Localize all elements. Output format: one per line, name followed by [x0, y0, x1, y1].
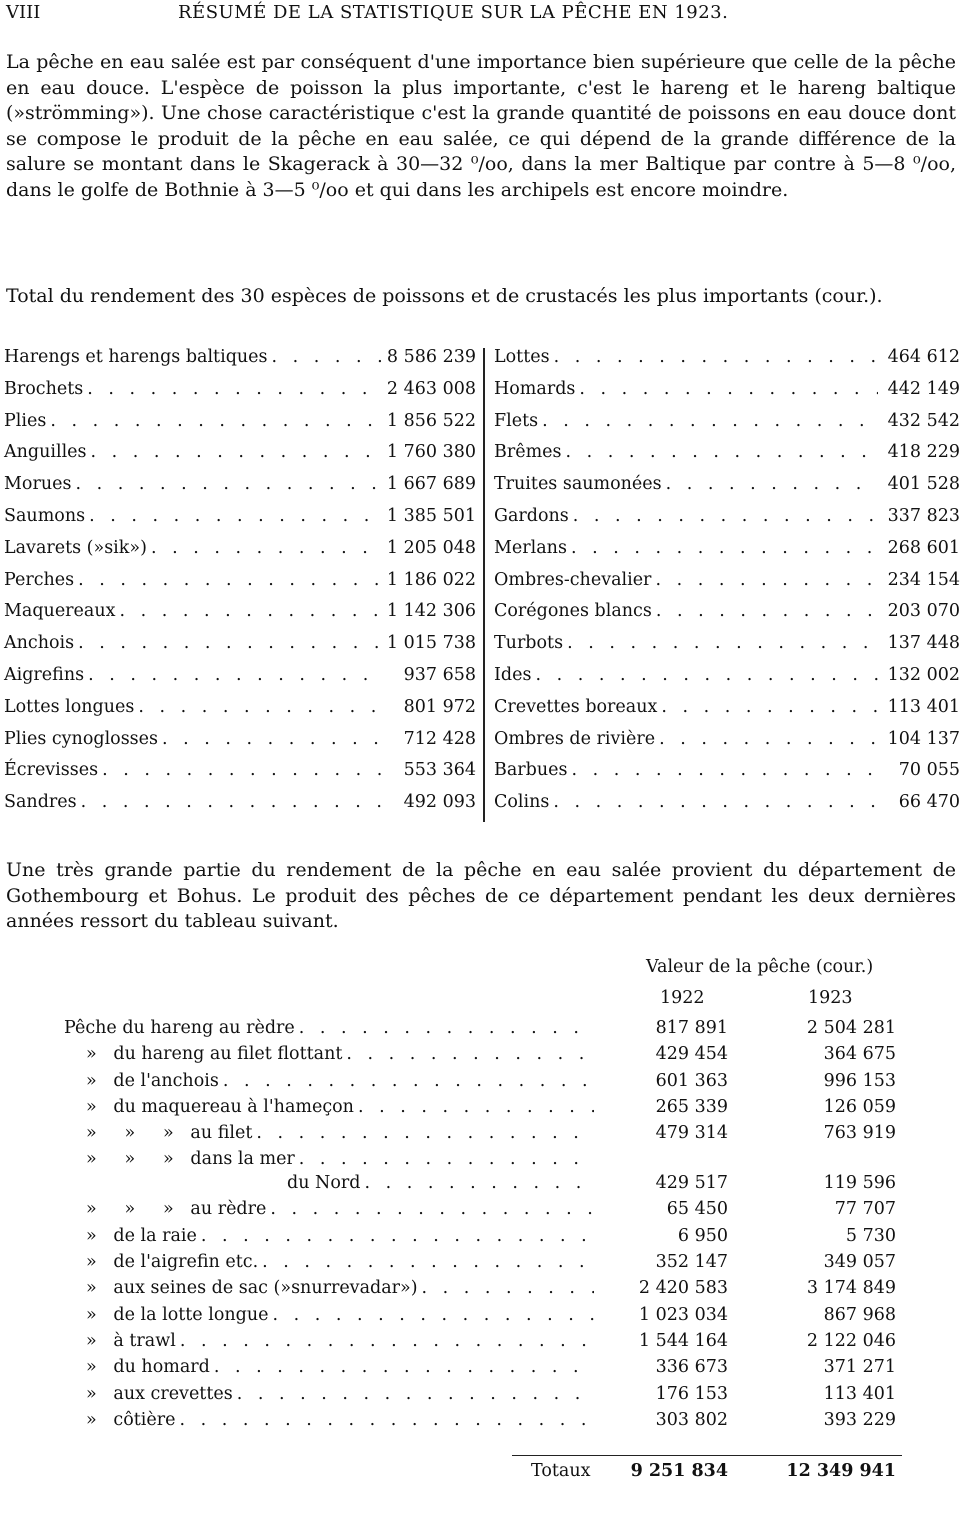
leader-dots: [550, 347, 878, 367]
species-row: [494, 792, 960, 824]
species-value: 464 612: [887, 347, 960, 367]
leader-dots: [85, 506, 384, 526]
value-1922: 352 147: [655, 1252, 728, 1273]
leader-dots: [295, 1149, 594, 1169]
value-1922: 265 339: [655, 1096, 728, 1117]
value-heading: Valeur de la pêche (cour.): [646, 957, 874, 977]
value-1923: 393 229: [823, 1409, 896, 1430]
fishery-label: [86, 1384, 594, 1404]
species-name: Perches: [4, 569, 75, 590]
fishery-label: [86, 1357, 594, 1377]
totals-label: Totaux: [531, 1461, 591, 1481]
species-value: 104 137: [887, 728, 960, 749]
species-name: Brochets: [4, 378, 84, 399]
fishery-row: [0, 1357, 960, 1383]
total-1923: 12 349 941: [786, 1461, 896, 1481]
value-1922: 429 454: [655, 1044, 728, 1065]
leader-dots: [77, 792, 384, 812]
species-name: Lavarets (»sik»): [4, 537, 147, 558]
leader-dots: [563, 633, 878, 653]
leader-dots: [84, 665, 384, 685]
leader-dots: [147, 538, 384, 558]
gothenburg-paragraph: Une très grande partie du rendement de la pêche en eau salée provient du département de Gothembourg et Bohus. Le produit des pêches de ce département pendant les deux dernières années ressort du tableau suivant.: [6, 859, 956, 933]
species-name: Maquereaux: [4, 601, 116, 622]
species-name: Brêmes: [494, 442, 562, 463]
species-row: [4, 792, 476, 824]
fishery-label-text: Pêche du hareng au rèdre: [64, 1018, 295, 1038]
fishery-row: [0, 1044, 960, 1070]
species-value: 1 856 522: [386, 410, 476, 431]
species-value: 203 070: [887, 601, 960, 622]
fishery-label: [86, 1331, 594, 1351]
fishery-label-text: » de l'anchois: [86, 1070, 219, 1091]
value-1923: 77 707: [834, 1199, 896, 1220]
leader-dots: [134, 697, 384, 717]
value-1923: 119 596: [823, 1173, 896, 1194]
species-row: [4, 760, 476, 792]
species-value: 1 385 501: [386, 505, 476, 526]
species-row: [494, 601, 960, 633]
species-name: Lottes longues: [4, 696, 135, 717]
fishery-label-text: » du maquereau à l'hameçon: [86, 1096, 354, 1117]
fishery-row: [0, 1226, 960, 1252]
species-row: [4, 474, 476, 506]
page-header: [0, 0, 960, 30]
value-1922: 817 891: [655, 1018, 728, 1038]
fishery-label: [86, 1226, 594, 1246]
leader-dots: [575, 379, 878, 399]
leader-dots: [175, 1410, 594, 1430]
fishery-label-text: » du hareng au filet flottant: [86, 1044, 343, 1065]
species-row: [494, 633, 960, 665]
leader-dots: [252, 1123, 594, 1143]
species-value: 70 055: [898, 760, 960, 781]
value-1923: 867 968: [823, 1304, 896, 1325]
species-name: Sandres: [4, 792, 77, 813]
species-value: 132 002: [887, 664, 960, 685]
value-1923: 126 059: [823, 1096, 896, 1117]
species-value: 137 448: [887, 633, 960, 654]
leader-dots: [83, 379, 384, 399]
value-1922: 601 363: [655, 1070, 728, 1091]
leader-dots: [651, 570, 878, 590]
leader-dots: [74, 570, 384, 590]
fishery-label-text: » » » au rèdre: [86, 1199, 267, 1220]
species-name: Plies cynoglosses: [4, 728, 158, 749]
fishery-row: [0, 1123, 960, 1149]
species-name: Gardons: [494, 505, 569, 526]
page-number: VIII: [6, 2, 41, 23]
species-value: 937 658: [403, 664, 476, 685]
species-row: [494, 474, 960, 506]
species-name: Ombres-chevalier: [494, 569, 652, 590]
species-row: [4, 633, 476, 665]
species-name: Aigrefins: [4, 664, 85, 685]
species-name: Ombres de rivière: [494, 728, 656, 749]
value-1922: 479 314: [655, 1123, 728, 1144]
fishery-rows: [0, 1018, 960, 1436]
leader-dots: [662, 474, 878, 494]
value-1922: 336 673: [655, 1357, 728, 1378]
species-value: 401 528: [887, 474, 960, 495]
value-1922: 429 517: [655, 1173, 728, 1194]
species-row: [4, 729, 476, 761]
fishery-row: [0, 1384, 960, 1410]
species-name: Harengs et harengs baltiques: [4, 347, 268, 367]
fishery-row: [0, 1252, 960, 1278]
value-1922: 2 420 583: [638, 1278, 728, 1299]
fishery-label: [86, 1305, 594, 1325]
species-value: 8 586 239: [386, 347, 476, 367]
fishery-label-text: du Nord: [287, 1173, 361, 1194]
species-name: Homards: [494, 378, 576, 399]
species-name: Barbues: [494, 760, 568, 781]
leader-dots: [652, 601, 878, 621]
fishery-label-text: » de la lotte longue: [86, 1304, 269, 1325]
species-row: [494, 729, 960, 761]
species-name: Écrevisses: [4, 760, 99, 781]
fishery-label-text: » côtière: [86, 1409, 176, 1430]
leader-dots: [210, 1357, 594, 1377]
species-row: [4, 697, 476, 729]
species-name: Anchois: [4, 633, 75, 654]
leader-dots: [233, 1384, 594, 1404]
leader-dots: [219, 1071, 594, 1091]
species-row: [494, 442, 960, 474]
fishery-label-text: » de la raie: [86, 1225, 197, 1246]
species-name: Corégones blancs: [494, 601, 652, 622]
leader-dots: [354, 1097, 594, 1117]
species-value: 234 154: [887, 569, 960, 590]
leader-dots: [418, 1278, 594, 1298]
species-value: 492 093: [403, 792, 476, 813]
species-row: [4, 411, 476, 443]
fishery-label-text: » à trawl: [86, 1330, 176, 1351]
species-column-left: [4, 347, 476, 824]
fishery-row: [0, 1199, 960, 1225]
value-1923: 2 122 046: [806, 1330, 896, 1351]
leader-dots: [71, 474, 384, 494]
leader-dots: [567, 538, 878, 558]
value-1922: 303 802: [655, 1409, 728, 1430]
species-value: 442 149: [887, 378, 960, 399]
fishery-label: [86, 1044, 594, 1064]
leader-dots: [266, 1199, 594, 1219]
leader-dots: [549, 792, 878, 812]
species-value: 113 401: [887, 696, 960, 717]
fishery-label: [86, 1097, 594, 1117]
species-row: [4, 601, 476, 633]
species-value: 337 823: [887, 505, 960, 526]
value-1922: 1 023 034: [638, 1304, 728, 1325]
leader-dots: [342, 1044, 594, 1064]
year-1923-heading: 1923: [808, 988, 853, 1008]
fishery-label-text: » du homard: [86, 1357, 210, 1378]
leader-dots: [531, 665, 878, 685]
species-row: [4, 347, 476, 379]
species-value: 712 428: [403, 728, 476, 749]
value-1923: 5 730: [845, 1225, 896, 1246]
leader-dots: [655, 729, 878, 749]
fishery-label-text: » de l'aigrefin etc.: [86, 1252, 259, 1273]
species-name: Lottes: [494, 347, 550, 367]
species-name: Morues: [4, 474, 72, 495]
leader-dots: [158, 729, 384, 749]
value-1923: 364 675: [823, 1044, 896, 1065]
fishery-row: [0, 1305, 960, 1331]
leader-dots: [657, 697, 878, 717]
fishery-label-text: » aux seines de sac (»snurrevadar»): [86, 1278, 418, 1299]
fishery-label-text: » » » au filet: [86, 1123, 253, 1144]
species-name: Colins: [494, 792, 550, 813]
fishery-label: [86, 1278, 594, 1298]
species-name: Crevettes boreaux: [494, 696, 658, 717]
value-1923: 371 271: [823, 1357, 896, 1378]
value-1923: 349 057: [823, 1252, 896, 1273]
leader-dots: [74, 633, 384, 653]
fishery-row: [0, 1071, 960, 1097]
species-row: [494, 665, 960, 697]
species-value: 268 601: [887, 537, 960, 558]
leader-dots: [268, 1305, 594, 1325]
species-value: 801 972: [403, 696, 476, 717]
species-value: 418 229: [887, 442, 960, 463]
species-value: 2 463 008: [386, 378, 476, 399]
species-row: [494, 538, 960, 570]
fishery-label-text: » aux crevettes: [86, 1383, 233, 1404]
totals-rule: [512, 1455, 902, 1456]
value-1923: 2 504 281: [806, 1018, 896, 1038]
leader-dots: [115, 601, 384, 621]
species-name: Plies: [4, 410, 47, 431]
value-1922: 1 544 164: [638, 1330, 728, 1351]
fishery-row: [0, 1018, 960, 1044]
value-1923: 996 153: [823, 1070, 896, 1091]
species-row: [4, 506, 476, 538]
leader-dots: [360, 1173, 594, 1193]
species-value: 1 186 022: [386, 569, 476, 590]
total-1922: 9 251 834: [630, 1461, 728, 1481]
fishery-label: [86, 1071, 594, 1091]
running-title: RÉSUMÉ DE LA STATISTIQUE SUR LA PÊCHE EN 1923.: [178, 2, 729, 23]
fishery-label: [86, 1149, 594, 1169]
fishery-label-text: » » » dans la mer: [86, 1149, 295, 1170]
species-row: [494, 347, 960, 379]
species-row: [4, 442, 476, 474]
species-row: [4, 570, 476, 602]
leader-dots: [569, 506, 878, 526]
leader-dots: [538, 411, 878, 431]
species-name: Saumons: [4, 505, 86, 526]
leader-dots: [268, 347, 385, 367]
species-row: [4, 379, 476, 411]
column-divider: [483, 348, 485, 822]
fishery-row: [0, 1149, 960, 1199]
fishery-row: [0, 1331, 960, 1357]
species-row: [494, 760, 960, 792]
species-value: 1 142 306: [386, 601, 476, 622]
fishery-row: [0, 1410, 960, 1436]
species-row: [494, 379, 960, 411]
fishery-label: [86, 1252, 594, 1272]
fishery-label: [64, 1018, 594, 1038]
species-row: [494, 697, 960, 729]
species-value: 1 205 048: [386, 537, 476, 558]
leader-dots: [87, 442, 384, 462]
fishery-label-continued: [287, 1173, 594, 1193]
value-1922: 176 153: [655, 1383, 728, 1404]
leader-dots: [562, 442, 878, 462]
species-name: Merlans: [494, 537, 567, 558]
species-value: 1 015 738: [386, 633, 476, 654]
value-1923: 3 174 849: [806, 1278, 896, 1299]
fishery-label: [86, 1199, 594, 1219]
leader-dots: [258, 1252, 594, 1272]
species-name: Truites saumonées: [494, 474, 662, 495]
species-row: [4, 538, 476, 570]
species-row: [4, 665, 476, 697]
year-1922-heading: 1922: [660, 988, 705, 1008]
species-row: [494, 570, 960, 602]
value-1923: 763 919: [823, 1123, 896, 1144]
species-value: 432 542: [887, 410, 960, 431]
value-1922: 6 950: [677, 1225, 728, 1246]
leader-dots: [46, 411, 384, 431]
leader-dots: [176, 1331, 594, 1351]
fishery-row: [0, 1097, 960, 1123]
species-value: 553 364: [403, 760, 476, 781]
species-row: [494, 506, 960, 538]
total-heading: Total du rendement des 30 espèces de poissons et de crustacés les plus importants (cour.).: [6, 285, 883, 307]
species-row: [494, 411, 960, 443]
leader-dots: [98, 760, 384, 780]
intro-paragraph: La pêche en eau salée est par conséquent d'une importance bien supérieure que celle de la pêche en eau douce. L'espèce de poisson la plus importante, c'est le hareng et le hareng baltique (»strömming»). Une chose caractéristique c'est la grande quantité de poissons en eau douce dont se compose le produit de la pêche en eau salée, ce qui dépend de la grande différence de la salure se montant dans le Skagerack à 30—32 ⁰/oo, dans la mer Baltique par contre à 5—8 ⁰/oo, dans le golfe de Bothnie à 3—5 ⁰/oo et qui dans les archipels est encore moindre.: [6, 51, 956, 201]
species-value: 66 470: [898, 792, 960, 813]
leader-dots: [295, 1018, 594, 1038]
species-value: 1 760 380: [386, 442, 476, 463]
value-1922: 65 450: [666, 1199, 728, 1220]
fishery-label: [86, 1123, 594, 1143]
value-1923: 113 401: [823, 1383, 896, 1404]
fishery-label: [86, 1410, 594, 1430]
leader-dots: [567, 760, 878, 780]
species-column-right: [494, 347, 960, 824]
leader-dots: [197, 1226, 594, 1246]
species-name: Turbots: [494, 633, 564, 654]
fishery-row: [0, 1278, 960, 1304]
species-name: Anguilles: [4, 442, 87, 463]
species-name: Flets: [494, 410, 539, 431]
species-value: 1 667 689: [386, 474, 476, 495]
species-name: Ides: [494, 664, 532, 685]
